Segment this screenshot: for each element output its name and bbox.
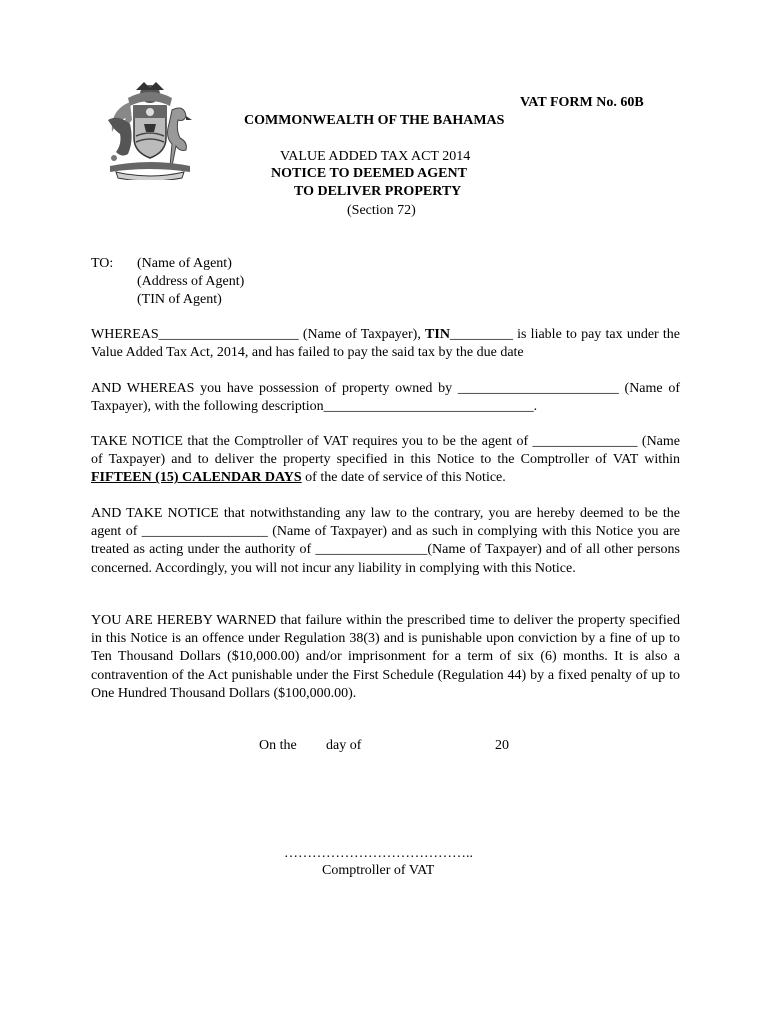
date-day-of: day of: [326, 738, 362, 753]
to-label: TO:: [91, 256, 114, 271]
form-number: VAT FORM No. 60B: [520, 95, 644, 110]
bahamas-coat-of-arms-icon: [100, 80, 196, 180]
recipient-lines: [137, 255, 244, 310]
tin-label: TIN: [425, 327, 450, 342]
signature-line: …………………………………..: [284, 846, 473, 861]
take-notice-text-c: of the date of service of this Notice.: [301, 470, 506, 486]
warning-paragraph: YOU ARE HEREBY WARNED that failure within the prescribed time to deliver the property specified in this Notice is an offence under Regulation 38(3) and is punishable upon conviction by a fine of up to Ten Thousand Dollars ($10,000.00) and/or imprisonment for a term of six (6) months. It is also a contravention of the Act punishable under the First Schedule (Regulation 44) by a fixed penalty of up to One Hundred Thousand Dollars ($100,000.00).: [91, 613, 680, 701]
notice-title-line2: TO DELIVER PROPERTY: [294, 184, 462, 199]
act-title: VALUE ADDED TAX ACT 2014: [280, 149, 471, 164]
and-whereas-paragraph: AND WHEREAS you have possession of property owned by _______________________ (Name of Taxpayer), with the following description______________________________.: [91, 381, 680, 415]
whereas-paragraph: [91, 326, 680, 362]
take-notice-text-a: TAKE NOTICE that the Comptroller of VAT requires you to be the agent of _______________ (Name of Taxpayer) and to deliver the property specified in this Notice to the Comptroller of VAT within: [91, 434, 680, 468]
take-notice-paragraph: [91, 433, 680, 488]
country-title: COMMONWEALTH OF THE BAHAMAS: [244, 113, 505, 128]
deadline-text: FIFTEEN (15) CALENDAR DAYS: [91, 470, 302, 486]
agent-tin-line: (TIN of Agent): [137, 292, 222, 308]
date-year: 20: [495, 738, 509, 753]
and-take-notice-paragraph: AND TAKE NOTICE that notwithstanding any law to the contrary, you are hereby deemed to be the agent of __________________ (Name of Taxpayer) and as such in complying with this Notice you are treated as acting under the authority of ________________(Name of Taxpayer) and of all other persons concerned. Accordingly, you will not incur any liability in complying with this Notice.: [91, 506, 680, 576]
notice-title-line1: NOTICE TO DEEMED AGENT: [271, 166, 467, 181]
agent-name-line: (Name of Agent): [137, 256, 232, 271]
section-reference: (Section 72): [347, 203, 416, 218]
whereas-text-a: WHEREAS____________________ (Name of Taxpayer),: [91, 327, 426, 342]
date-on-the: On the: [259, 738, 297, 753]
whereas-text-c: _________ is liable to pay tax under the Value Added Tax Act, 2014, and has failed to pay the said tax by the due date: [91, 327, 681, 361]
signature-title: Comptroller of VAT: [322, 863, 435, 878]
agent-address-line: (Address of Agent): [137, 274, 245, 290]
